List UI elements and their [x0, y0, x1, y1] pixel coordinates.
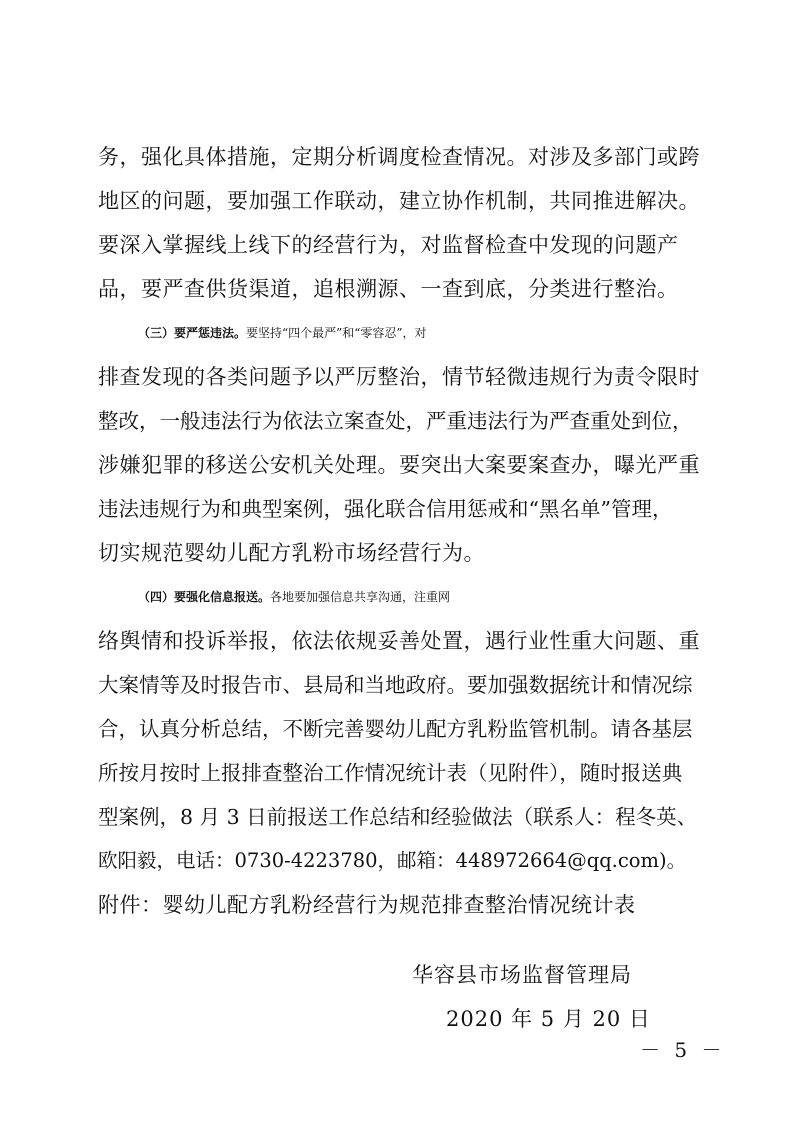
- paragraph-text: 要坚持“四个最严”和“零容忍”，对: [246, 326, 427, 340]
- issue-date: 2020 年 5 月 20 日: [446, 1007, 651, 1031]
- section-heading: （三）要严惩违法。: [138, 326, 247, 340]
- paragraph-line: 要深入掌握线上线下的经营行为，对监督检查中发现的问题产: [98, 233, 679, 257]
- paragraph-line: 欧阳毅，电话：0730-4223780，邮箱：448972664@qq.com)。: [98, 849, 687, 872]
- paragraph-line: 络舆情和投诉举报，依法依规妥善处置，遇行业性重大问题、重: [98, 629, 700, 653]
- paragraph-line: 品，要严查供货渠道，追根溯源、一查到底，分类进行整治。: [98, 277, 679, 301]
- paragraph-line: 型案例，8 月 3 日前报送工作总结和经验做法（联系人：程冬英、: [98, 805, 698, 829]
- paragraph-line: 排查发现的各类问题予以严厉整治，情节轻微违规行为责令限时: [98, 365, 700, 389]
- paragraph-line: 涉嫌犯罪的移送公安机关处理。要突出大案要案查办，曝光严重: [98, 453, 700, 477]
- paragraph-line: 地区的问题，要加强工作联动，建立协作机制，共同推进解决。: [98, 189, 700, 213]
- attachment-line: 附件：婴幼儿配方乳粉经营行为规范排查整治情况统计表: [98, 893, 636, 917]
- paragraph-line: 切实规范婴幼儿配方乳粉市场经营行为。: [98, 541, 485, 565]
- paragraph-first-line: [138, 582, 738, 612]
- paragraph-line: 大案情等及时报告市、县局和当地政府。要加强数据统计和情况综: [98, 673, 693, 697]
- page-number: － 5 －: [640, 1038, 726, 1062]
- paragraph-first-line: [138, 318, 738, 348]
- paragraph-line: 违法违规行为和典型案例，强化联合信用惩戒和“黑名单”管理，: [98, 497, 673, 521]
- paragraph-line: 合，认真分析总结，不断完善婴幼儿配方乳粉监管机制。请各基层: [98, 717, 693, 741]
- paragraph-line: 整改，一般违法行为依法立案查处，严重违法行为严查重处到位，: [98, 409, 693, 433]
- paragraph-line: 所按月按时上报排查整治工作情况统计表（见附件），随时报送典: [98, 761, 683, 785]
- paragraph-text: 各地要加强信息共享沟通，注重网: [270, 590, 451, 604]
- issuing-organization: 华容县市场监督管理局: [412, 963, 632, 987]
- paragraph-line: 务，强化具体措施，定期分析调度检查情况。对涉及多部门或跨: [98, 145, 700, 169]
- section-heading: （四）要强化信息报送。: [138, 590, 271, 604]
